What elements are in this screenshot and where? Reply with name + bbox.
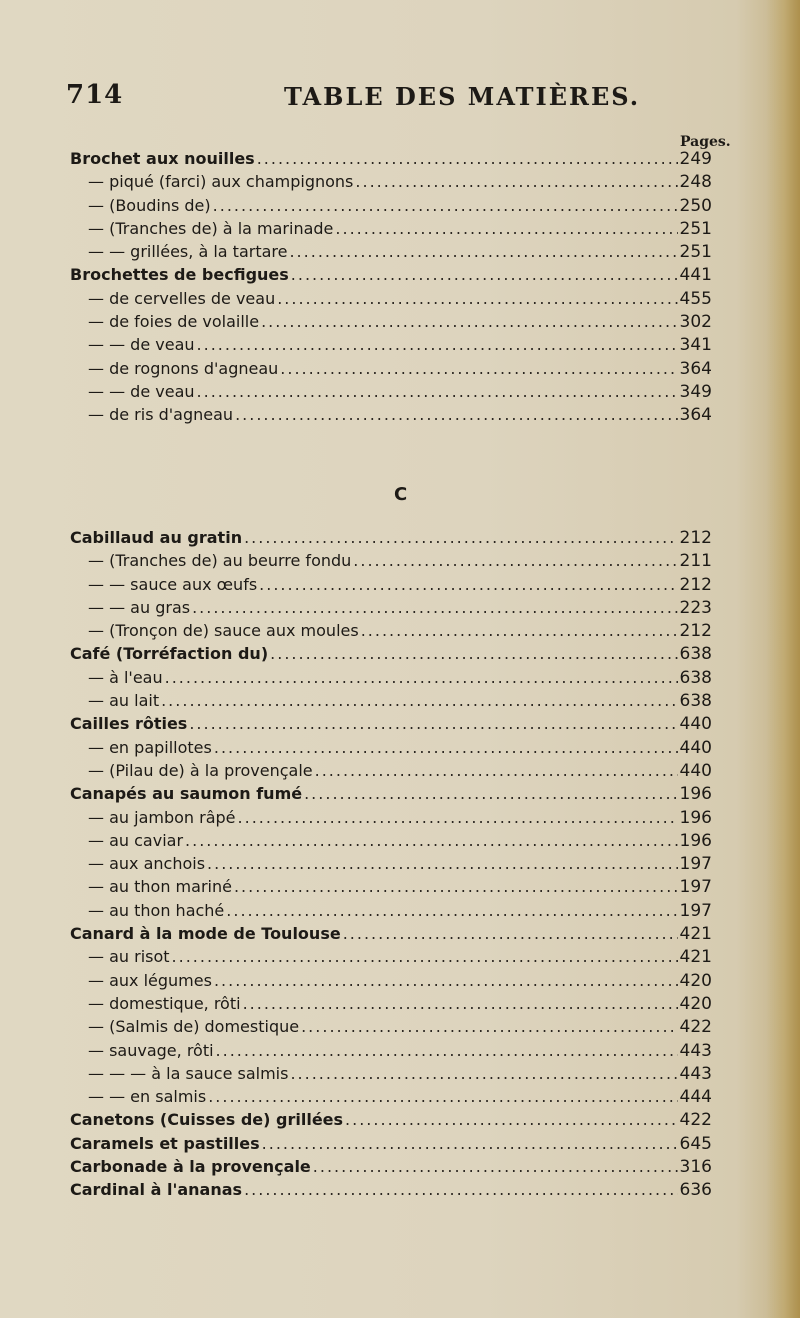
dot-leader [211, 196, 678, 215]
entry-label: — en papillotes [88, 737, 212, 757]
dot-leader [302, 784, 678, 803]
entry-label: Carbonade à la provençale [70, 1157, 311, 1177]
entry-page-number: 443 [679, 1063, 712, 1084]
dot-leader [224, 901, 678, 920]
entry-label: — — au gras [88, 597, 191, 617]
entry-page-number: 421 [679, 924, 712, 945]
entry-page-number: 349 [679, 381, 712, 402]
entry-page-number: 196 [679, 807, 712, 828]
entry-label: Cardinal à l'ananas [70, 1180, 243, 1200]
index-entry [70, 551, 712, 574]
entry-label: — — — à la sauce salmis [88, 1063, 289, 1083]
index-entry [70, 382, 712, 405]
index-entry [70, 994, 712, 1017]
entry-label: Cabillaud au gratin [70, 528, 243, 547]
entry-page-number: 638 [679, 644, 712, 665]
entry-page-number: 422 [679, 1017, 712, 1038]
entry-page-number: 212 [679, 574, 712, 595]
pages-column-label: Pages. [680, 134, 731, 150]
index-entry [70, 359, 712, 382]
entry-page-number: 212 [679, 528, 712, 548]
entry-label: Canapés au saumon fumé [70, 784, 303, 804]
entry-label: — sauvage, rôti [88, 1040, 214, 1060]
entry-page-number: 441 [679, 265, 712, 286]
entry-label: — domestique, rôti [88, 993, 241, 1013]
entry-label: Caramels et pastilles [70, 1133, 260, 1153]
entry-label: — (Boudins de) [88, 195, 211, 215]
dot-leader [299, 1017, 678, 1036]
index-entry [70, 784, 712, 807]
entry-page-number: 444 [679, 1087, 712, 1108]
dot-leader [183, 831, 678, 850]
entry-page-number: 455 [679, 288, 712, 309]
dot-leader [163, 668, 678, 687]
dot-leader [260, 1134, 678, 1153]
index-section-b [70, 149, 712, 429]
dot-leader [159, 691, 678, 710]
dot-leader [214, 1041, 678, 1060]
dot-leader [195, 335, 678, 354]
entry-label: — (Tranches de) à la marinade [88, 218, 334, 238]
dot-leader [359, 621, 678, 640]
dot-leader [170, 947, 678, 966]
dot-leader [195, 382, 678, 401]
dot-leader [287, 242, 678, 261]
entry-label: — au caviar [88, 830, 184, 850]
dot-leader [311, 1157, 678, 1176]
entry-page-number: 223 [679, 597, 712, 618]
entry-page-number: 196 [679, 830, 712, 851]
dot-leader [187, 714, 678, 733]
dot-leader [275, 289, 678, 308]
index-entry [70, 1157, 712, 1180]
index-entry [70, 761, 712, 784]
entry-page-number: 251 [679, 218, 712, 239]
entry-label: Brochet aux nouilles [70, 149, 255, 168]
dot-leader [333, 219, 678, 238]
entry-page-number: 211 [679, 551, 712, 572]
entry-label: — au jambon râpé [88, 807, 236, 827]
entry-label: — — de veau [88, 381, 195, 401]
entry-page-number: 248 [679, 172, 712, 193]
page-edge-shadow [766, 0, 800, 1318]
entry-label: — piqué (farci) aux champignons [88, 172, 354, 192]
dot-leader [353, 172, 678, 191]
entry-page-number: 645 [679, 1133, 712, 1154]
entry-page-number: 197 [679, 854, 712, 875]
entry-label: Brochettes de becfigues [70, 265, 289, 285]
entry-label: — — en salmis [88, 1087, 207, 1107]
dot-leader [351, 551, 678, 570]
index-section-c [70, 528, 712, 1204]
index-entry [70, 1017, 712, 1040]
entry-page-number: 249 [679, 149, 712, 169]
index-entry [70, 738, 712, 761]
index-entry [70, 528, 712, 551]
dot-leader [259, 312, 678, 331]
entry-label: — — grillées, à la tartare [88, 242, 288, 262]
dot-leader [288, 1064, 678, 1083]
entry-page-number: 440 [679, 714, 712, 735]
dot-leader [255, 149, 678, 168]
entry-page-number: 197 [679, 877, 712, 898]
entry-label: Cailles rôties [70, 714, 188, 734]
dot-leader [278, 359, 678, 378]
entry-label: — au lait [88, 691, 160, 711]
entry-page-number: 364 [679, 358, 712, 379]
entry-label: — — sauce aux œufs [88, 574, 258, 594]
running-title: TABLE DES MATIÈRES. [284, 82, 641, 111]
dot-leader [341, 924, 678, 943]
entry-label: — de foies de volaille [88, 312, 260, 332]
index-entry [70, 1087, 712, 1110]
dot-leader [242, 528, 678, 547]
dot-leader [257, 575, 678, 594]
entry-label: — aux anchois [88, 854, 206, 874]
entry-page-number: 440 [679, 760, 712, 781]
page-header [66, 80, 766, 120]
dot-leader [212, 971, 678, 990]
index-entry [70, 668, 712, 691]
index-entry [70, 312, 712, 335]
entry-page-number: 636 [679, 1180, 712, 1201]
entry-label: — (Tronçon de) sauce aux moules [88, 621, 359, 641]
index-entry [70, 644, 712, 667]
entry-label: — au thon mariné [88, 877, 232, 897]
index-entry [70, 924, 712, 947]
entry-page-number: 364 [679, 405, 712, 426]
index-entry [70, 1180, 712, 1203]
entry-page-number: 302 [679, 312, 712, 333]
dot-leader [233, 405, 678, 424]
entry-label: Café (Torréfaction du) [70, 644, 269, 664]
entry-label: — de rognons d'agneau [88, 358, 279, 378]
entry-page-number: 250 [679, 195, 712, 216]
dot-leader [313, 761, 678, 780]
dot-leader [190, 598, 678, 617]
entry-page-number: 341 [679, 335, 712, 356]
entry-label: — au risot [88, 947, 170, 967]
entry-page-number: 421 [679, 947, 712, 968]
dot-leader [268, 644, 678, 663]
entry-page-number: 197 [679, 900, 712, 921]
dot-leader [343, 1110, 678, 1129]
index-entry [70, 854, 712, 877]
index-entry [70, 808, 712, 831]
entry-label: — à l'eau [88, 667, 163, 687]
section-letter: C [394, 484, 408, 505]
index-entry [70, 265, 712, 288]
dot-leader [212, 738, 678, 757]
entry-label: — (Salmis de) domestique [88, 1017, 300, 1037]
index-entry [70, 1064, 712, 1087]
dot-leader [241, 994, 678, 1013]
dot-leader [205, 854, 678, 873]
dot-leader [242, 1180, 678, 1199]
entry-page-number: 638 [679, 667, 712, 688]
page-number: 714 [66, 80, 124, 110]
entry-page-number: 420 [679, 970, 712, 991]
index-entry [70, 877, 712, 900]
entry-label: — — de veau [88, 335, 195, 355]
entry-label: — de ris d'agneau [88, 405, 234, 425]
entry-page-number: 420 [679, 993, 712, 1014]
dot-leader [232, 877, 678, 896]
index-entry [70, 242, 712, 265]
index-entry [70, 149, 712, 172]
entry-page-number: 422 [679, 1110, 712, 1131]
entry-page-number: 251 [679, 242, 712, 263]
entry-label: Canard à la mode de Toulouse [70, 924, 341, 944]
index-entry [70, 1134, 712, 1157]
index-entry [70, 219, 712, 242]
index-entry [70, 1041, 712, 1064]
entry-page-number: 638 [679, 691, 712, 712]
index-entry [70, 971, 712, 994]
index-entry [70, 598, 712, 621]
dot-leader [206, 1087, 678, 1106]
index-entry [70, 289, 712, 312]
entry-page-number: 443 [679, 1040, 712, 1061]
dot-leader [289, 265, 678, 284]
entry-page-number: 316 [679, 1157, 712, 1178]
entry-label: — au thon haché [88, 900, 225, 920]
index-entry [70, 714, 712, 737]
entry-page-number: 212 [679, 621, 712, 642]
entry-label: — aux légumes [88, 970, 212, 990]
entry-label: — (Pilau de) à la provençale [88, 760, 313, 780]
index-entry [70, 335, 712, 358]
index-entry [70, 405, 712, 428]
index-entry [70, 575, 712, 598]
entry-label: — (Tranches de) au beurre fondu [88, 551, 352, 571]
index-entry [70, 901, 712, 924]
entry-page-number: 440 [679, 737, 712, 758]
index-entry [70, 196, 712, 219]
index-entry [70, 691, 712, 714]
dot-leader [236, 808, 678, 827]
entry-page-number: 196 [679, 784, 712, 805]
index-entry [70, 1110, 712, 1133]
index-entry [70, 831, 712, 854]
index-entry [70, 172, 712, 195]
entry-label: — de cervelles de veau [88, 288, 276, 308]
index-entry [70, 621, 712, 644]
index-entry [70, 947, 712, 970]
entry-label: Canetons (Cuisses de) grillées [70, 1110, 344, 1130]
